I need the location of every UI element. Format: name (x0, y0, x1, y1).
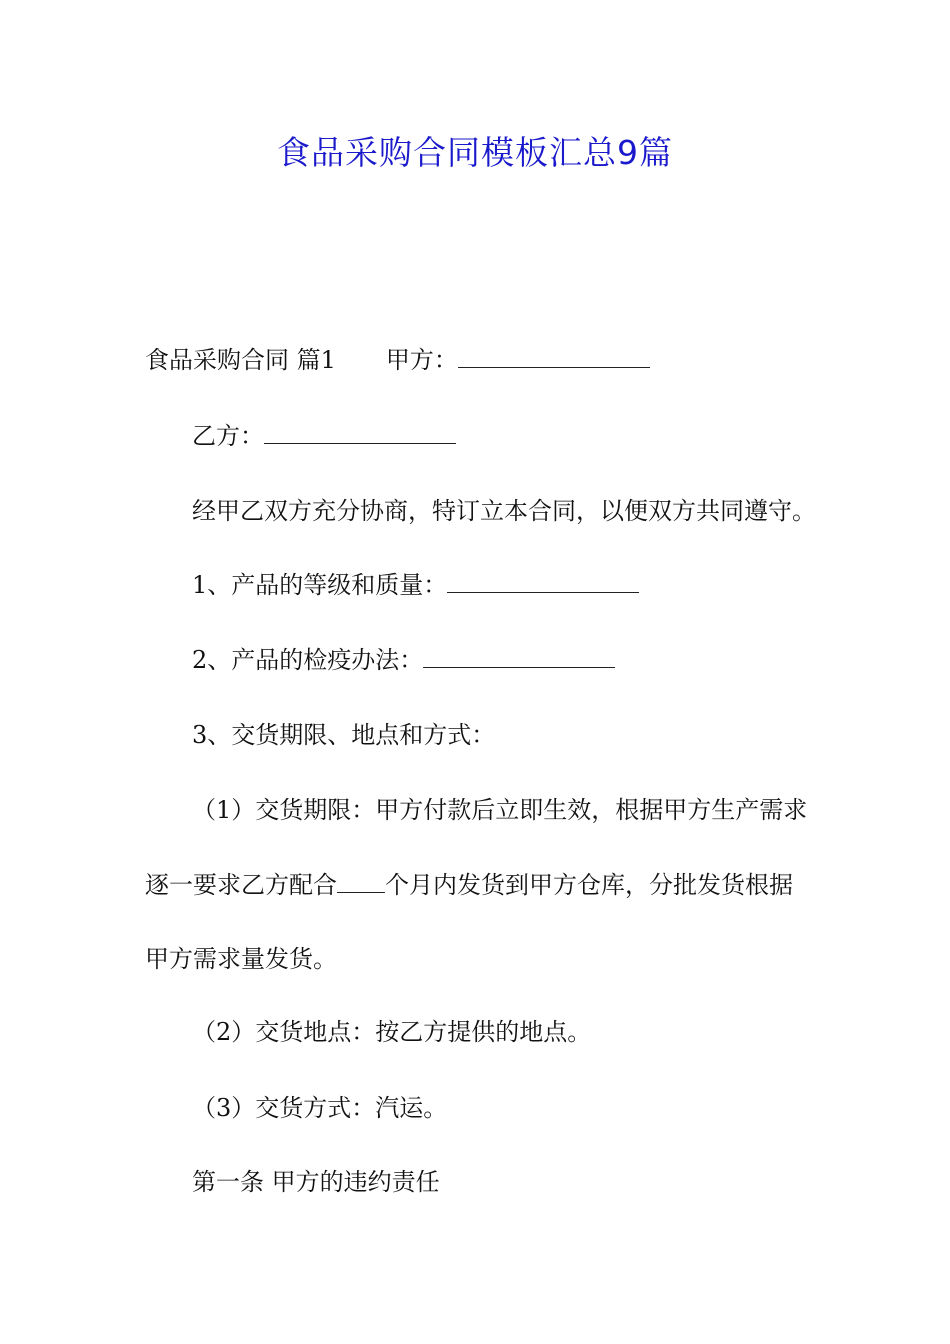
clause-quality-line (192, 567, 639, 603)
contract-heading-line (145, 342, 650, 378)
contract-heading: 食品采购合同 篇1 (145, 346, 336, 374)
paragraph: 甲方需求量发货。 (145, 945, 337, 973)
clause-quarantine: 2、产品的检疫办法： (192, 646, 424, 674)
paragraph: 经甲乙双方充分协商，特订立本合同，以便双方共同遵守。 (192, 497, 816, 525)
party-b-line (192, 418, 456, 454)
months-blank (337, 870, 385, 893)
paragraph: （3）交货方式：汽运。 (192, 1094, 448, 1122)
party-a-label: 甲方： (385, 346, 458, 374)
party-b-label: 乙方： (192, 422, 264, 450)
text-segment: 个月内发货到甲方仓库，分批发货根据 (385, 871, 793, 899)
clause-delivery: 3、交货期限、地点和方式： (192, 721, 496, 749)
clause-quality: 1、产品的等级和质量： (192, 571, 448, 599)
quarantine-blank (423, 645, 615, 668)
document-title: 食品采购合同模板汇总9篇 (277, 133, 673, 172)
party-a-blank (458, 345, 650, 368)
article-heading: 第一条 甲方的违约责任 (192, 1168, 440, 1196)
paragraph: （2）交货地点：按乙方提供的地点。 (192, 1018, 592, 1046)
text-segment: 逐一要求乙方配合 (145, 871, 337, 899)
party-b-blank (264, 421, 456, 444)
paragraph-with-blank (145, 867, 793, 903)
quality-blank (447, 570, 639, 593)
clause-quarantine-line (192, 642, 615, 678)
paragraph: （1）交货期限：甲方付款后立即生效，根据甲方生产需求 (192, 796, 808, 824)
